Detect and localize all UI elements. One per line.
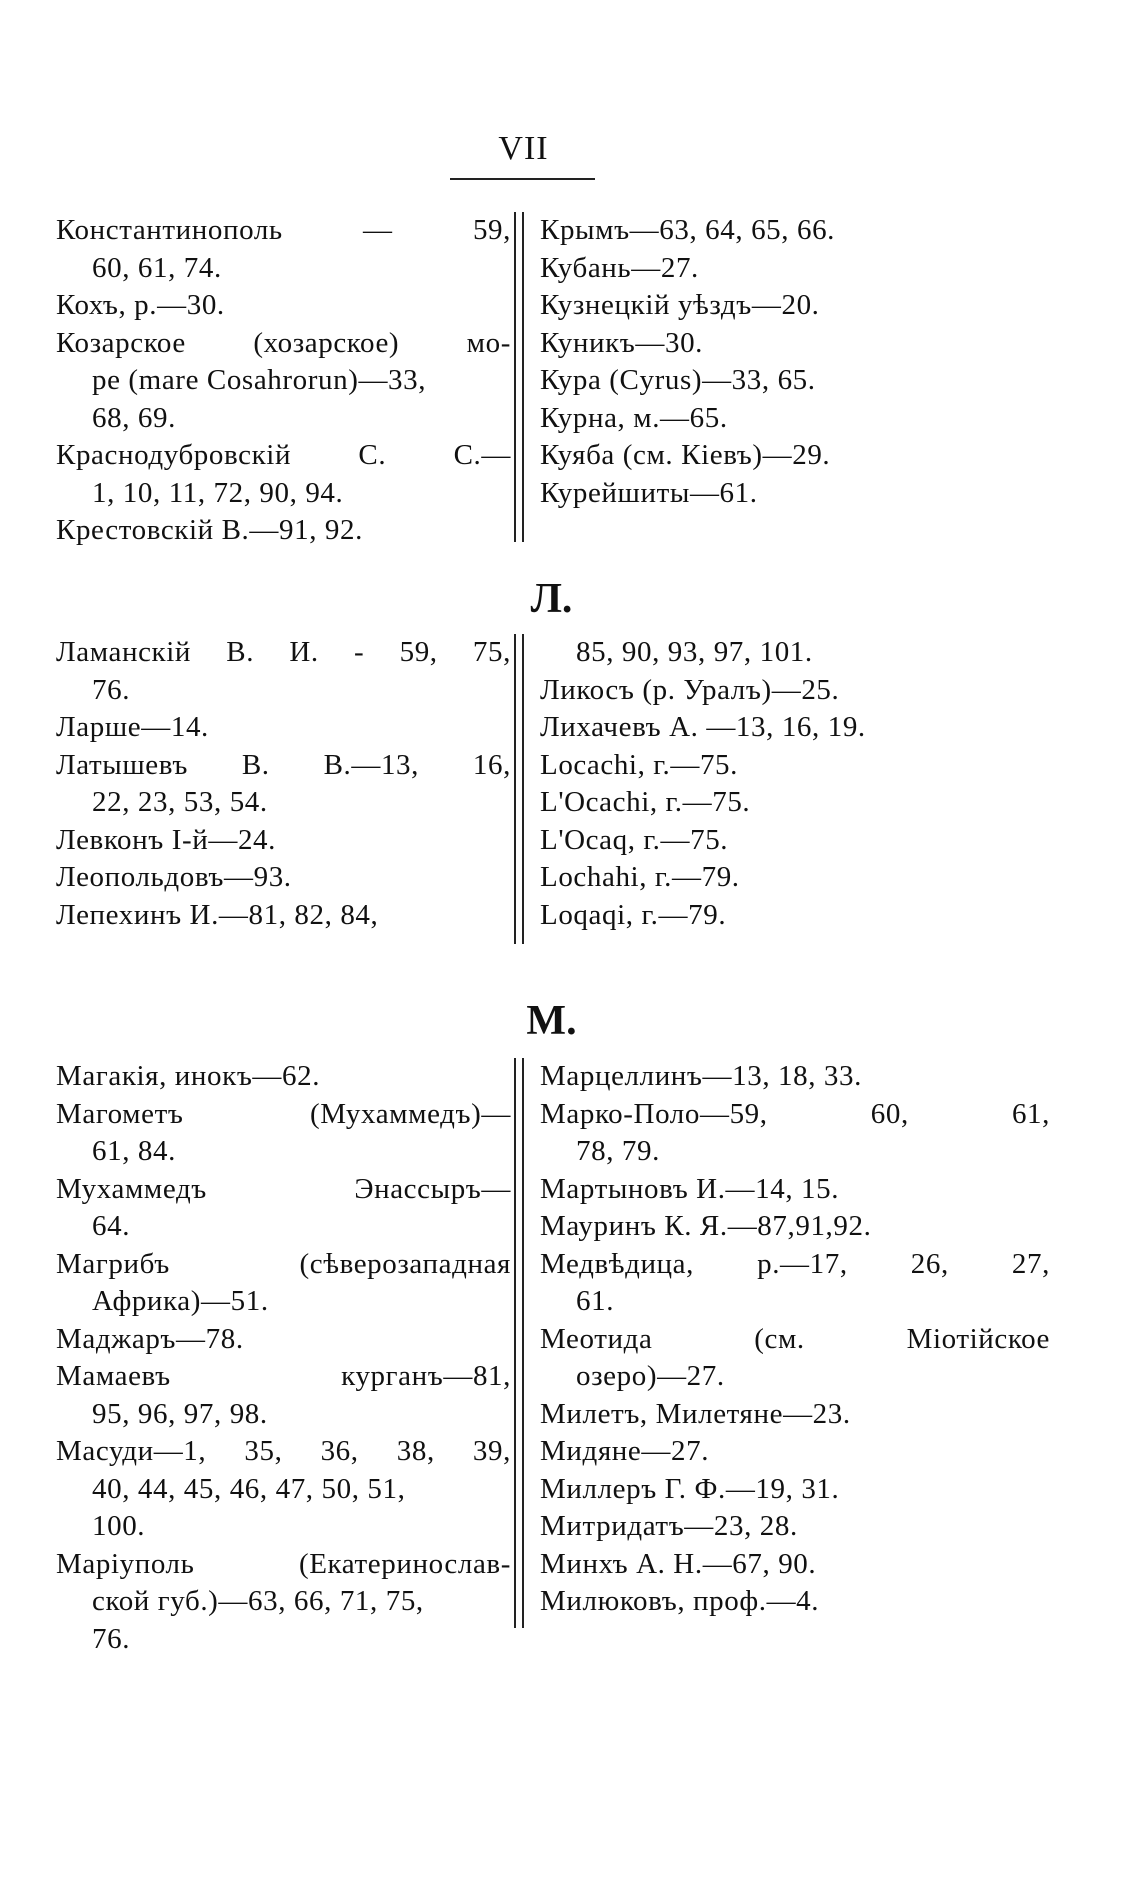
entry-heading: Мидяне—27. (540, 1435, 710, 1467)
entry-continuation: ской губ.)—63, 66, 71, 75, (92, 1585, 424, 1617)
entry-heading: Магрибъ (сѣверозападная (56, 1247, 511, 1280)
entry-heading: Лихачевъ А. —13, 16, 19. (540, 711, 866, 743)
entry-heading: Locachi, г.—75. (540, 748, 739, 781)
entry-continuation: 1, 10, 11, 72, 90, 94. (92, 476, 344, 509)
entry-heading: Мухаммедъ Энассыръ— (56, 1172, 511, 1205)
index-entry (56, 437, 511, 512)
entry-heading: Маріуполь (Екатеринослав- (56, 1547, 511, 1580)
column-divider (514, 212, 524, 542)
entry-heading: Меотида (см. Міотійское (540, 1322, 1050, 1355)
entry-heading: Магометъ (Мухаммедъ)— (56, 1097, 511, 1130)
index-entry (56, 1358, 511, 1433)
index-entry (540, 362, 1050, 400)
index-entry (540, 400, 1050, 438)
index-entry (540, 437, 1050, 475)
column-divider (514, 1058, 524, 1628)
entry-continuation: 61. (576, 1285, 615, 1317)
entry-continuation: 60, 61, 74. (92, 251, 222, 284)
index-entry (56, 212, 511, 287)
entry-heading: Кузнецкій уѣздъ—20. (540, 289, 820, 321)
entry-heading: Маджаръ—78. (56, 1322, 244, 1355)
index-entry (56, 325, 511, 438)
index-entry (540, 475, 1050, 513)
index-entry (540, 709, 1050, 747)
entry-heading: Леопольдовъ—93. (56, 861, 292, 893)
entry-continuation: 40, 44, 45, 46, 47, 50, 51, (92, 1472, 406, 1505)
index-entry (540, 784, 1050, 822)
index-entry (56, 287, 511, 325)
index-entry (56, 1096, 511, 1171)
entry-continuation: 76. (92, 673, 131, 706)
entry-heading: Курейшиты—61. (540, 476, 758, 509)
entry-heading: Милетъ, Милетяне—23. (540, 1397, 851, 1430)
index-entry (56, 709, 511, 747)
index-entry (56, 634, 511, 709)
entry-heading: Константинополь — 59, (56, 214, 511, 246)
index-entry (540, 1321, 1050, 1396)
entry-heading: Минхъ А. Н.—67, 90. (540, 1547, 817, 1580)
entry-heading: Куяба (см. Кіевъ)—29. (540, 439, 831, 471)
index-entry (540, 897, 1050, 935)
page-number: VII (498, 130, 549, 167)
section-letter: Л. (530, 576, 573, 622)
index-entry (540, 1433, 1050, 1471)
entry-heading: Лепехинъ И.—81, 82, 84, (56, 898, 379, 931)
entry-continuation: 68, 69. (92, 401, 176, 434)
index-entry (540, 1246, 1050, 1321)
entry-heading: Левконъ I-й—24. (56, 823, 277, 856)
index-entry (540, 1171, 1050, 1209)
right-column (540, 634, 1050, 934)
index-entry (540, 287, 1050, 325)
entry-heading: Ларше—14. (56, 711, 209, 743)
index-entry (540, 1058, 1050, 1096)
index-entry (56, 897, 511, 935)
entry-heading: Кубань—27. (540, 251, 699, 284)
index-entry (540, 1208, 1050, 1246)
index-entry (56, 1246, 511, 1321)
left-column (56, 1058, 511, 1658)
index-entry (56, 747, 511, 822)
entry-heading: Митридатъ—23, 28. (540, 1510, 798, 1542)
entry-continuation: ре (mare Cosahrorun)—33, (92, 364, 427, 396)
right-column (540, 212, 1050, 512)
entry-heading: Марцеллинъ—13, 18, 33. (540, 1060, 862, 1092)
entry-heading: Магакія, инокъ—62. (56, 1060, 321, 1092)
entry-heading: Кура (Cyrus)—33, 65. (540, 364, 816, 396)
left-column (56, 634, 511, 934)
right-column (540, 1058, 1050, 1621)
index-entry (540, 1508, 1050, 1546)
index-entry (56, 1321, 511, 1359)
index-entry (540, 1096, 1050, 1171)
entry-heading: Loqaqi, г.—79. (540, 898, 727, 931)
index-entry (540, 1583, 1050, 1621)
index-entry (540, 634, 1050, 672)
index-entry (540, 212, 1050, 250)
entry-continuation: 76. (92, 1622, 131, 1655)
entry-continuation: 95, 96, 97, 98. (92, 1397, 268, 1430)
entry-heading: L'Ocaq, г.—75. (540, 823, 729, 856)
entry-continuation: озеро)—27. (576, 1360, 725, 1392)
entry-heading: Мартыновъ И.—14, 15. (540, 1172, 840, 1205)
entry-heading: Латышевъ В. В.—13, 16, (56, 748, 511, 781)
index-entry (56, 512, 511, 550)
entry-continuation: 61, 84. (92, 1135, 176, 1167)
entry-heading: Крестовскій В.—91, 92. (56, 514, 363, 546)
index-entry (56, 1171, 511, 1246)
section-letter: М. (526, 998, 577, 1044)
entry-continuation: 22, 23, 53, 54. (92, 786, 268, 818)
entry-heading: Lochahi, г.—79. (540, 861, 740, 893)
entry-continuation: Африка)—51. (92, 1285, 269, 1317)
index-entry (56, 859, 511, 897)
index-entry (56, 1433, 511, 1546)
index-entry (540, 672, 1050, 710)
entry-heading: Ламанскій В. И. - 59, 75, (56, 636, 511, 668)
entry-continuation: 85, 90, 93, 97, 101. (576, 636, 813, 668)
index-entry (56, 1058, 511, 1096)
entry-continuation: 78, 79. (576, 1135, 660, 1167)
entry-continuation: 64. (92, 1210, 131, 1242)
index-entry (540, 747, 1050, 785)
index-entry (540, 325, 1050, 363)
entry-heading: Масуди—1, 35, 36, 38, 39, (56, 1435, 511, 1467)
entry-heading: Мамаевъ курганъ—81, (56, 1360, 511, 1392)
index-entry (540, 859, 1050, 897)
index-entry (540, 1396, 1050, 1434)
left-column (56, 212, 511, 550)
index-entry (56, 822, 511, 860)
entry-heading: Кохъ, р.—30. (56, 289, 225, 321)
index-entry (540, 822, 1050, 860)
entry-heading: Медвѣдица, р.—17, 26, 27, (540, 1247, 1050, 1280)
index-entry (540, 1546, 1050, 1584)
entry-heading: Курна, м.—65. (540, 401, 728, 434)
header-rule (450, 178, 595, 180)
entry-heading: Крымъ—63, 64, 65, 66. (540, 214, 836, 246)
entry-heading: Милюковъ, проф.—4. (540, 1585, 820, 1617)
entry-heading: Краснодубровскій С. С.— (56, 439, 511, 471)
entry-heading: Ликосъ (р. Уралъ)—25. (540, 673, 840, 706)
entry-heading: Куникъ—30. (540, 326, 704, 359)
index-entry (540, 250, 1050, 288)
index-entry (540, 1471, 1050, 1509)
index-entry (56, 1546, 511, 1659)
column-divider (514, 634, 524, 944)
entry-heading: Козарское (хозарское) мо- (56, 326, 511, 359)
entry-heading: L'Ocachi, г.—75. (540, 786, 751, 818)
entry-heading: Марко-Поло—59, 60, 61, (540, 1097, 1050, 1130)
entry-continuation: 100. (92, 1510, 146, 1542)
entry-heading: Мауринъ К. Я.—87,91,92. (540, 1210, 872, 1242)
entry-heading: Миллеръ Г. Ф.—19, 31. (540, 1472, 840, 1505)
